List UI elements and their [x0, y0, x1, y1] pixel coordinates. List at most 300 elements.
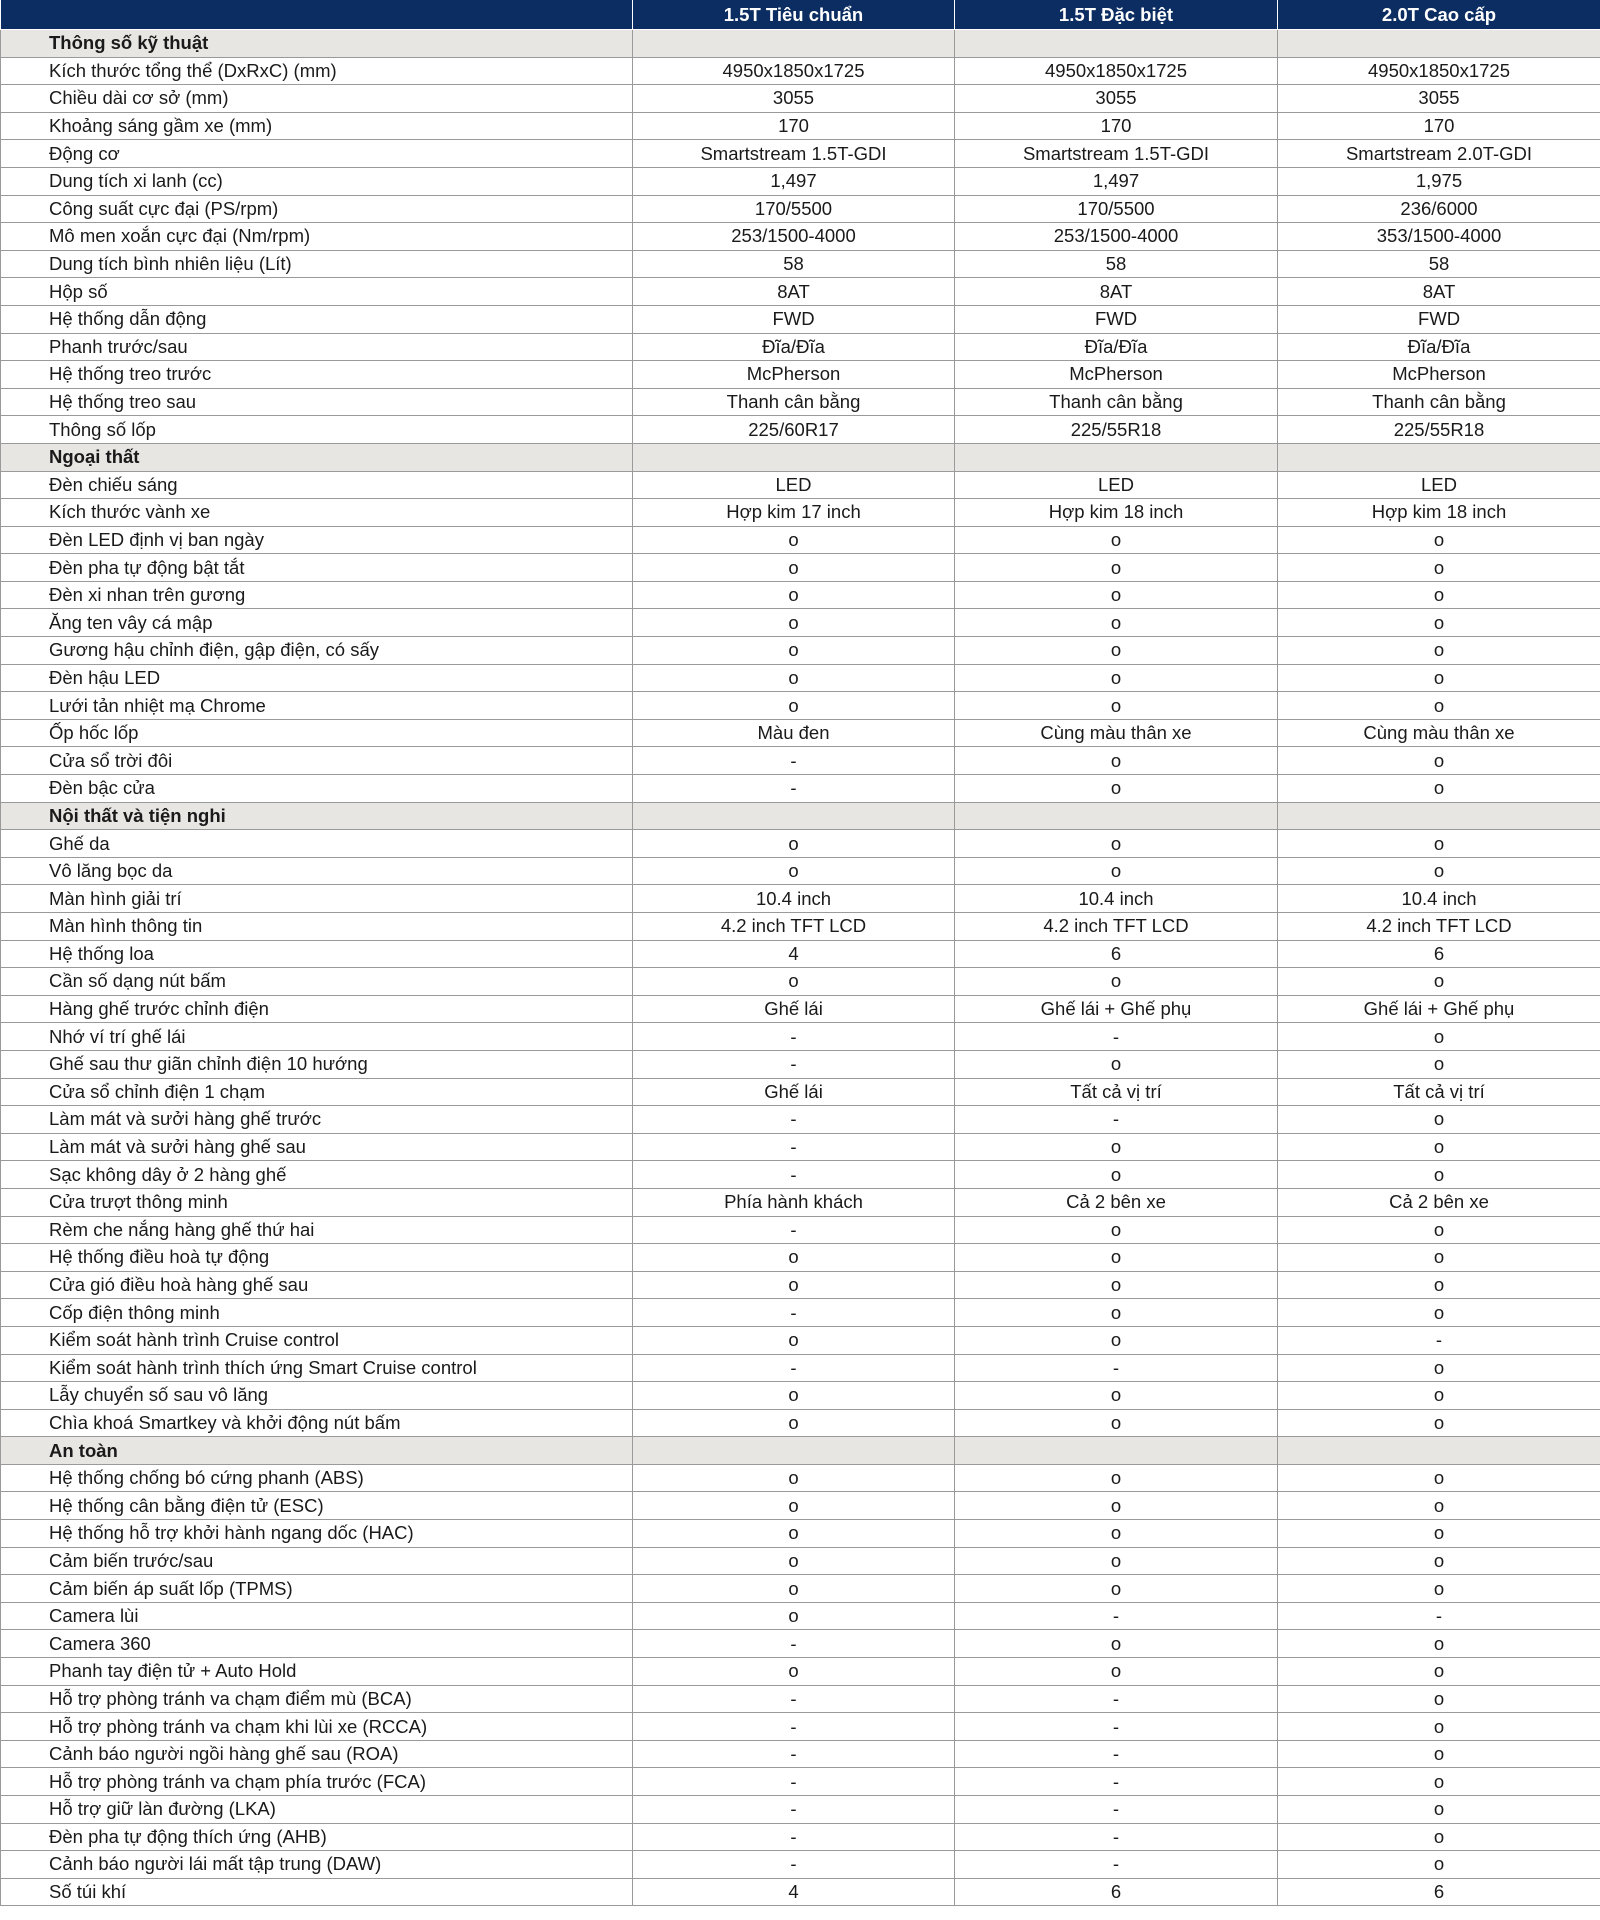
table-row [1, 1492, 1600, 1520]
row-value: o [1278, 968, 1600, 996]
row-value: o [1278, 1464, 1600, 1492]
row-value: 8AT [633, 278, 955, 306]
row-value: o [955, 1547, 1278, 1575]
row-value: o [1278, 1740, 1600, 1768]
row-value: - [633, 1685, 955, 1713]
table-row [1, 471, 1600, 499]
row-value: Ghế lái + Ghế phụ [955, 995, 1278, 1023]
row-label: Hàng ghế trước chỉnh điện [1, 995, 633, 1023]
row-label: Cửa sổ trời đôi [1, 747, 633, 775]
row-label: Đèn LED định vị ban ngày [1, 526, 633, 554]
table-row [1, 609, 1600, 637]
table-row [1, 1520, 1600, 1548]
table-row [1, 305, 1600, 333]
section-row [1, 1437, 1600, 1465]
row-value: o [1278, 1630, 1600, 1658]
row-label: Khoảng sáng gầm xe (mm) [1, 112, 633, 140]
row-value: o [1278, 1133, 1600, 1161]
row-value: Cả 2 bên xe [955, 1188, 1278, 1216]
row-value: o [1278, 526, 1600, 554]
row-value: - [633, 1216, 955, 1244]
row-value: 58 [1278, 250, 1600, 278]
row-label: Làm mát và sưởi hàng ghế trước [1, 1106, 633, 1134]
row-value: o [955, 775, 1278, 803]
row-label: Kiểm soát hành trình Cruise control [1, 1326, 633, 1354]
row-value: 353/1500-4000 [1278, 223, 1600, 251]
row-label: Đèn hậu LED [1, 664, 633, 692]
row-label: Cảm biến trước/sau [1, 1547, 633, 1575]
row-value: - [633, 775, 955, 803]
table-row [1, 388, 1600, 416]
row-label: Lẫy chuyển số sau vô lăng [1, 1382, 633, 1410]
row-value: o [1278, 1658, 1600, 1686]
row-value: o [955, 1271, 1278, 1299]
section-empty-cell [1278, 802, 1600, 830]
row-value: o [955, 664, 1278, 692]
row-value: 253/1500-4000 [633, 223, 955, 251]
row-label: Dung tích xi lanh (cc) [1, 167, 633, 195]
table-row [1, 857, 1600, 885]
row-value: o [1278, 1354, 1600, 1382]
row-value: Hợp kim 18 inch [955, 499, 1278, 527]
row-value: o [1278, 1409, 1600, 1437]
row-label: Lưới tản nhiệt mạ Chrome [1, 692, 633, 720]
row-value: 4.2 inch TFT LCD [1278, 913, 1600, 941]
row-value: Ghế lái + Ghế phụ [1278, 995, 1600, 1023]
row-value: Thanh cân bằng [633, 388, 955, 416]
row-value: o [1278, 637, 1600, 665]
row-value: o [955, 830, 1278, 858]
row-value: o [633, 1547, 955, 1575]
table-row [1, 1768, 1600, 1796]
row-value: 4.2 inch TFT LCD [955, 913, 1278, 941]
row-value: McPherson [633, 361, 955, 389]
table-row [1, 885, 1600, 913]
row-value: o [955, 1464, 1278, 1492]
section-title: Nội thất và tiện nghi [1, 802, 633, 830]
row-value: o [633, 1409, 955, 1437]
table-row [1, 1133, 1600, 1161]
row-label: Số túi khí [1, 1878, 633, 1906]
row-label: Đèn chiếu sáng [1, 471, 633, 499]
row-value: o [633, 581, 955, 609]
row-value: o [1278, 1796, 1600, 1824]
row-value: 4950x1850x1725 [633, 57, 955, 85]
table-row [1, 1630, 1600, 1658]
row-value: o [633, 968, 955, 996]
row-value: Hợp kim 17 inch [633, 499, 955, 527]
row-label: Hỗ trợ phòng tránh va chạm phía trước (FCA) [1, 1768, 633, 1796]
row-value: - [633, 1740, 955, 1768]
row-value: FWD [955, 305, 1278, 333]
row-value: o [633, 664, 955, 692]
row-value: 1,497 [633, 167, 955, 195]
row-label: Chìa khoá Smartkey và khởi động nút bấm [1, 1409, 633, 1437]
row-value: o [955, 968, 1278, 996]
row-value: 170/5500 [955, 195, 1278, 223]
table-row [1, 1023, 1600, 1051]
row-value: o [1278, 1547, 1600, 1575]
table-row [1, 167, 1600, 195]
row-value: McPherson [1278, 361, 1600, 389]
section-row [1, 802, 1600, 830]
table-row [1, 1547, 1600, 1575]
table-row [1, 416, 1600, 444]
row-label: Hộp số [1, 278, 633, 306]
table-row [1, 747, 1600, 775]
table-row [1, 1161, 1600, 1189]
row-value: - [633, 1823, 955, 1851]
row-value: - [633, 1713, 955, 1741]
row-value: 170 [1278, 112, 1600, 140]
header-trim-3: 2.0T Cao cấp [1278, 0, 1600, 30]
row-value: o [1278, 692, 1600, 720]
row-value: - [955, 1602, 1278, 1630]
section-empty-cell [955, 1437, 1278, 1465]
row-value: - [633, 747, 955, 775]
section-empty-cell [1278, 1437, 1600, 1465]
row-label: Mô men xoắn cực đại (Nm/rpm) [1, 223, 633, 251]
section-empty-cell [955, 443, 1278, 471]
row-label: Kích thước tổng thể (DxRxC) (mm) [1, 57, 633, 85]
section-empty-cell [955, 30, 1278, 58]
table-row [1, 554, 1600, 582]
table-row [1, 1326, 1600, 1354]
table-row [1, 1602, 1600, 1630]
row-label: Ghế da [1, 830, 633, 858]
section-title: Ngoại thất [1, 443, 633, 471]
row-value: 10.4 inch [1278, 885, 1600, 913]
table-row [1, 940, 1600, 968]
row-label: Thông số lốp [1, 416, 633, 444]
row-value: 4950x1850x1725 [1278, 57, 1600, 85]
row-label: Cần số dạng nút bấm [1, 968, 633, 996]
row-value: - [633, 1851, 955, 1879]
row-value: 3055 [955, 85, 1278, 113]
row-value: - [955, 1713, 1278, 1741]
table-row [1, 499, 1600, 527]
row-label: Ốp hốc lốp [1, 719, 633, 747]
row-value: Phía hành khách [633, 1188, 955, 1216]
table-row [1, 278, 1600, 306]
row-value: o [955, 1492, 1278, 1520]
row-value: Cùng màu thân xe [955, 719, 1278, 747]
spec-body [1, 30, 1600, 1906]
row-value: - [633, 1106, 955, 1134]
row-value: o [1278, 609, 1600, 637]
table-row [1, 112, 1600, 140]
table-row [1, 57, 1600, 85]
row-value: Tất cả vị trí [1278, 1078, 1600, 1106]
row-label: Hệ thống cân bằng điện tử (ESC) [1, 1492, 633, 1520]
row-value: Thanh cân bằng [1278, 388, 1600, 416]
row-value: - [633, 1796, 955, 1824]
row-value: Đĩa/Đĩa [633, 333, 955, 361]
row-value: - [955, 1823, 1278, 1851]
row-label: Cốp điện thông minh [1, 1299, 633, 1327]
row-value: o [955, 1382, 1278, 1410]
row-value: o [633, 692, 955, 720]
row-value: - [955, 1796, 1278, 1824]
row-value: 10.4 inch [955, 885, 1278, 913]
row-label: Rèm che nắng hàng ghế thứ hai [1, 1216, 633, 1244]
table-row [1, 1271, 1600, 1299]
table-row [1, 995, 1600, 1023]
table-row [1, 1244, 1600, 1272]
row-label: Màn hình thông tin [1, 913, 633, 941]
row-value: 170 [955, 112, 1278, 140]
table-row [1, 775, 1600, 803]
row-value: 4950x1850x1725 [955, 57, 1278, 85]
row-value: 8AT [1278, 278, 1600, 306]
row-label: Chiều dài cơ sở (mm) [1, 85, 633, 113]
row-value: o [1278, 1299, 1600, 1327]
row-label: Nhớ ví trí ghế lái [1, 1023, 633, 1051]
row-value: - [633, 1161, 955, 1189]
row-value: 3055 [1278, 85, 1600, 113]
table-row [1, 1851, 1600, 1879]
row-value: - [955, 1354, 1278, 1382]
row-value: o [1278, 830, 1600, 858]
row-label: Màn hình giải trí [1, 885, 633, 913]
row-value: o [633, 1464, 955, 1492]
row-value: o [633, 1326, 955, 1354]
row-value: Ghế lái [633, 1078, 955, 1106]
row-value: Cả 2 bên xe [1278, 1188, 1600, 1216]
row-value: o [955, 1161, 1278, 1189]
row-label: Cảnh báo người ngồi hàng ghế sau (ROA) [1, 1740, 633, 1768]
row-value: 58 [633, 250, 955, 278]
row-label: Cửa gió điều hoà hàng ghế sau [1, 1271, 633, 1299]
row-label: Cảm biến áp suất lốp (TPMS) [1, 1575, 633, 1603]
row-value: o [1278, 1520, 1600, 1548]
row-value: - [633, 1354, 955, 1382]
row-value: - [955, 1106, 1278, 1134]
table-row [1, 1050, 1600, 1078]
table-row [1, 1106, 1600, 1134]
row-value: 225/55R18 [1278, 416, 1600, 444]
header-trim-1: 1.5T Tiêu chuẩn [633, 0, 955, 30]
row-value: 4.2 inch TFT LCD [633, 913, 955, 941]
row-value: 4 [633, 1878, 955, 1906]
row-value: Cùng màu thân xe [1278, 719, 1600, 747]
row-value: o [633, 857, 955, 885]
row-label: Phanh tay điện tử + Auto Hold [1, 1658, 633, 1686]
row-label: Hỗ trợ giữ làn đường (LKA) [1, 1796, 633, 1824]
header-trim-2: 1.5T Đặc biệt [955, 0, 1278, 30]
row-value: o [955, 1575, 1278, 1603]
table-row [1, 1216, 1600, 1244]
row-value: o [1278, 1492, 1600, 1520]
section-title: An toàn [1, 1437, 633, 1465]
row-label: Kiểm soát hành trình thích ứng Smart Cruise control [1, 1354, 633, 1382]
row-value: o [955, 692, 1278, 720]
table-row [1, 333, 1600, 361]
row-value: 225/60R17 [633, 416, 955, 444]
row-value: o [1278, 1768, 1600, 1796]
row-value: 6 [955, 1878, 1278, 1906]
section-title: Thông số kỹ thuật [1, 30, 633, 58]
row-label: Đèn bậc cửa [1, 775, 633, 803]
row-value: o [955, 609, 1278, 637]
row-label: Động cơ [1, 140, 633, 168]
row-value: 1,975 [1278, 167, 1600, 195]
row-value: o [633, 526, 955, 554]
row-value: o [1278, 747, 1600, 775]
row-value: 170/5500 [633, 195, 955, 223]
row-value: o [1278, 1851, 1600, 1879]
row-label: Làm mát và sưởi hàng ghế sau [1, 1133, 633, 1161]
row-value: o [1278, 1713, 1600, 1741]
row-value: o [1278, 581, 1600, 609]
row-value: Smartstream 1.5T-GDI [633, 140, 955, 168]
row-value: - [1278, 1326, 1600, 1354]
table-row [1, 581, 1600, 609]
row-value: o [955, 747, 1278, 775]
table-row [1, 361, 1600, 389]
row-value: o [1278, 1161, 1600, 1189]
row-value: o [1278, 1050, 1600, 1078]
row-value: o [955, 1133, 1278, 1161]
row-label: Hệ thống treo sau [1, 388, 633, 416]
row-value: - [955, 1851, 1278, 1879]
table-row [1, 1464, 1600, 1492]
row-value: o [633, 1575, 955, 1603]
row-label: Vô lăng bọc da [1, 857, 633, 885]
row-value: 6 [1278, 940, 1600, 968]
row-value: 58 [955, 250, 1278, 278]
row-value: o [1278, 1106, 1600, 1134]
row-value: o [955, 554, 1278, 582]
table-row [1, 1658, 1600, 1686]
section-empty-cell [1278, 443, 1600, 471]
row-value: o [1278, 1271, 1600, 1299]
row-label: Ghế sau thư giãn chỉnh điện 10 hướng [1, 1050, 633, 1078]
row-value: - [955, 1023, 1278, 1051]
row-value: o [955, 1520, 1278, 1548]
row-value: - [633, 1023, 955, 1051]
row-label: Công suất cực đại (PS/rpm) [1, 195, 633, 223]
row-value: o [633, 1244, 955, 1272]
table-row [1, 1575, 1600, 1603]
row-value: o [633, 1271, 955, 1299]
section-row [1, 443, 1600, 471]
row-value: o [633, 1602, 955, 1630]
row-label: Kích thước vành xe [1, 499, 633, 527]
table-row [1, 1382, 1600, 1410]
row-value: o [955, 1216, 1278, 1244]
row-value: o [1278, 1575, 1600, 1603]
row-label: Camera lùi [1, 1602, 633, 1630]
row-value: FWD [633, 305, 955, 333]
table-row [1, 830, 1600, 858]
row-label: Hệ thống hỗ trợ khởi hành ngang dốc (HAC) [1, 1520, 633, 1548]
table-row [1, 1878, 1600, 1906]
row-value: o [955, 581, 1278, 609]
row-value: o [955, 857, 1278, 885]
section-empty-cell [633, 802, 955, 830]
row-value: - [633, 1630, 955, 1658]
row-value: o [955, 1299, 1278, 1327]
row-value: Đĩa/Đĩa [955, 333, 1278, 361]
row-value: LED [633, 471, 955, 499]
row-value: o [633, 554, 955, 582]
row-value: - [633, 1133, 955, 1161]
row-label: Camera 360 [1, 1630, 633, 1658]
row-label: Sạc không dây ở 2 hàng ghế [1, 1161, 633, 1189]
table-row [1, 1713, 1600, 1741]
section-empty-cell [633, 1437, 955, 1465]
row-value: 8AT [955, 278, 1278, 306]
row-value: o [633, 637, 955, 665]
row-value: 253/1500-4000 [955, 223, 1278, 251]
section-empty-cell [955, 802, 1278, 830]
header-blank-cell [1, 0, 633, 30]
table-row [1, 664, 1600, 692]
row-label: Cửa sổ chỉnh điện 1 chạm [1, 1078, 633, 1106]
row-value: - [633, 1050, 955, 1078]
row-label: Cảnh báo người lái mất tập trung (DAW) [1, 1851, 633, 1879]
row-value: - [633, 1299, 955, 1327]
row-value: - [633, 1768, 955, 1796]
table-row [1, 719, 1600, 747]
section-empty-cell [1278, 30, 1600, 58]
row-label: Phanh trước/sau [1, 333, 633, 361]
row-value: o [633, 1382, 955, 1410]
section-empty-cell [633, 30, 955, 58]
row-label: Dung tích bình nhiên liệu (Lít) [1, 250, 633, 278]
table-row [1, 1188, 1600, 1216]
table-row [1, 250, 1600, 278]
row-value: o [633, 1492, 955, 1520]
row-value: o [1278, 1823, 1600, 1851]
row-value: o [1278, 857, 1600, 885]
table-row [1, 140, 1600, 168]
row-label: Hệ thống loa [1, 940, 633, 968]
table-row [1, 1796, 1600, 1824]
row-value: 236/6000 [1278, 195, 1600, 223]
table-row [1, 637, 1600, 665]
row-value: 10.4 inch [633, 885, 955, 913]
row-value: o [1278, 554, 1600, 582]
row-value: o [955, 1630, 1278, 1658]
row-value: 4 [633, 940, 955, 968]
row-value: - [955, 1768, 1278, 1796]
header-row [1, 0, 1600, 30]
row-label: Đèn xi nhan trên gương [1, 581, 633, 609]
row-label: Đèn pha tự động bật tắt [1, 554, 633, 582]
row-value: o [633, 1520, 955, 1548]
row-value: - [1278, 1602, 1600, 1630]
section-empty-cell [633, 443, 955, 471]
row-value: McPherson [955, 361, 1278, 389]
table-row [1, 692, 1600, 720]
row-label: Ăng ten vây cá mập [1, 609, 633, 637]
table-row [1, 1740, 1600, 1768]
row-label: Hệ thống treo trước [1, 361, 633, 389]
section-row [1, 30, 1600, 58]
row-value: 6 [955, 940, 1278, 968]
row-value: Ghế lái [633, 995, 955, 1023]
table-row [1, 85, 1600, 113]
row-value: o [955, 1050, 1278, 1078]
row-value: o [1278, 775, 1600, 803]
row-value: o [955, 1409, 1278, 1437]
table-row [1, 1078, 1600, 1106]
row-value: o [1278, 1382, 1600, 1410]
row-value: Đĩa/Đĩa [1278, 333, 1600, 361]
row-label: Hệ thống dẫn động [1, 305, 633, 333]
